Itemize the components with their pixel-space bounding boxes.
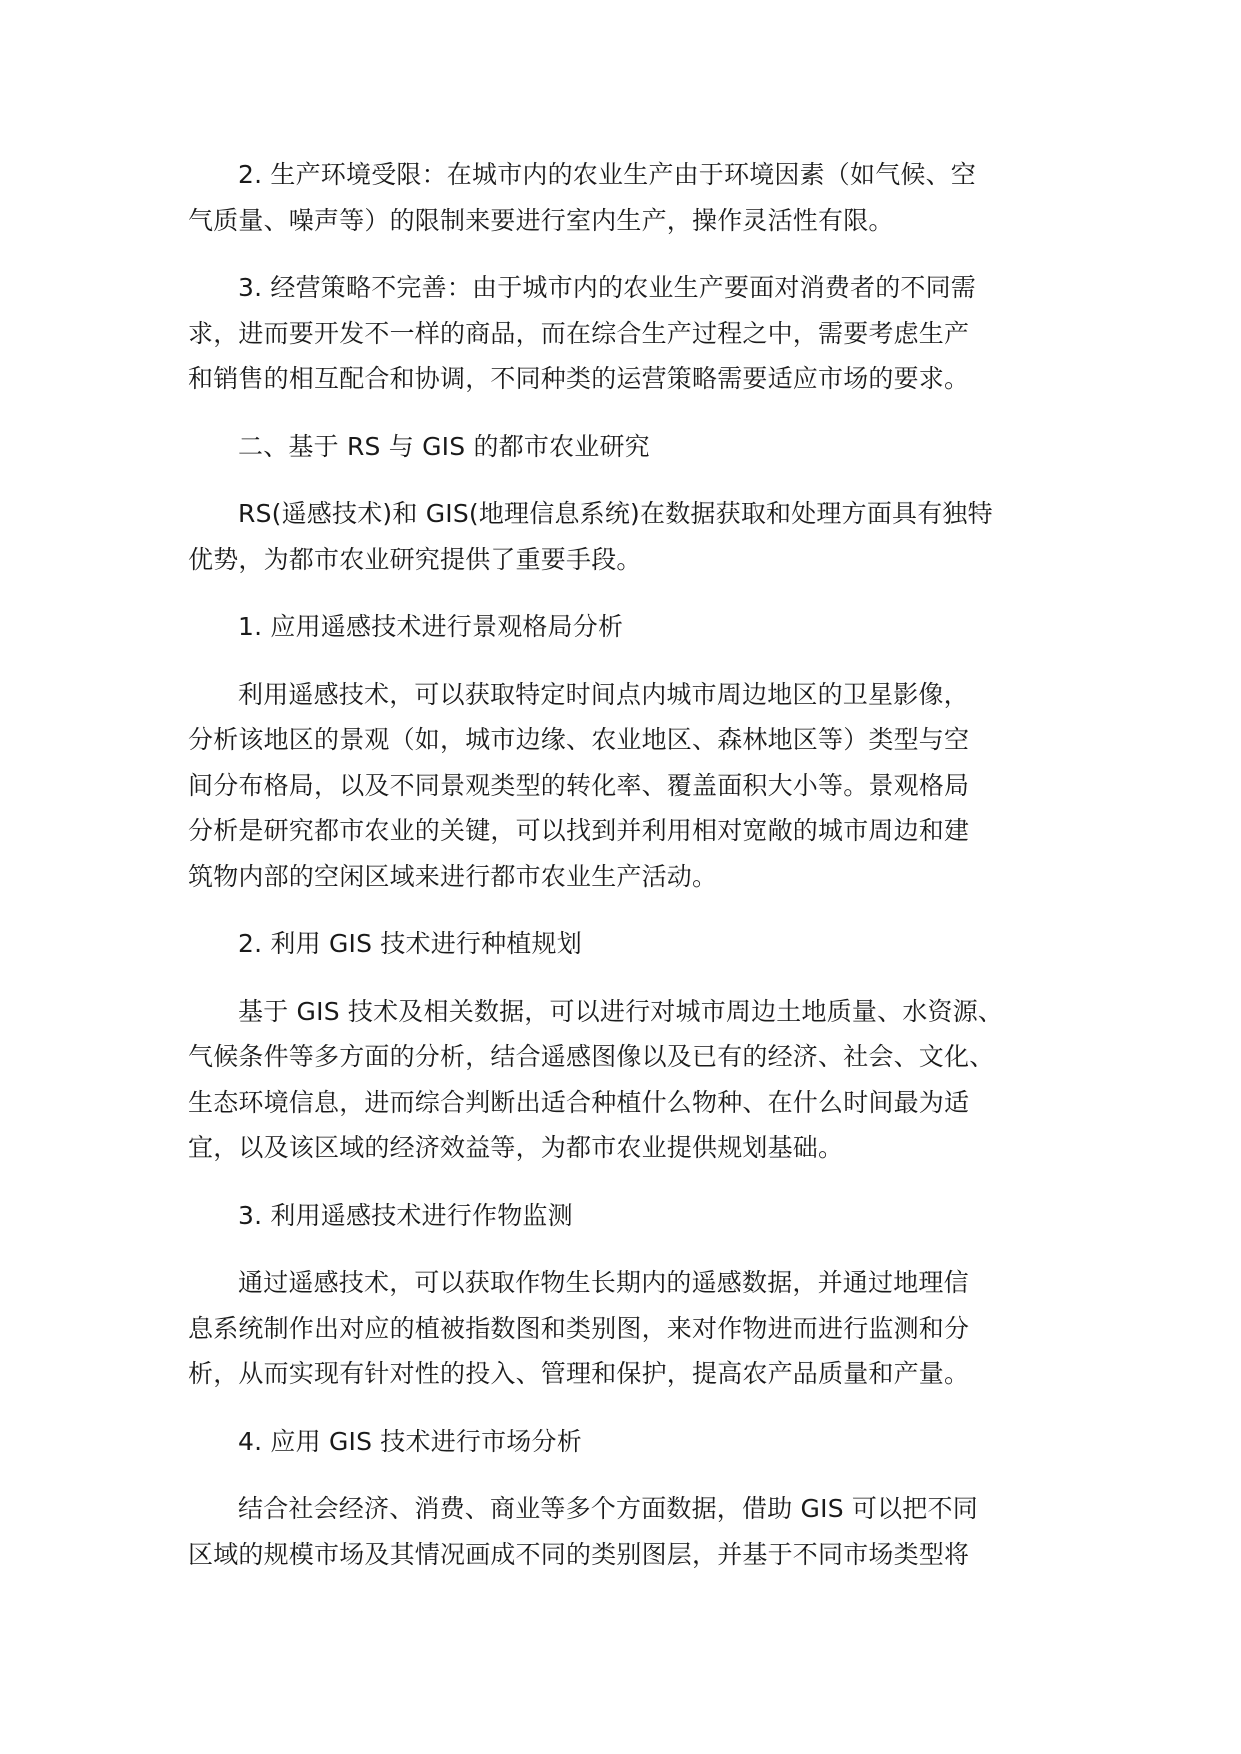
section-heading-rs-gis <box>188 424 1068 470</box>
text-line: 2. 利用 GIS 技术进行种植规划 <box>238 929 582 958</box>
text-line: 和销售的相互配合和协调，不同种类的运营策略需要适应市场的要求。 <box>188 364 970 393</box>
paragraph-constraint-environment <box>188 152 1068 243</box>
text-line: 分析该地区的景观（如，城市边缘、农业地区、森林地区等）类型与空 <box>188 725 970 754</box>
subheading-landscape-analysis <box>188 604 1068 650</box>
subheading-crop-monitoring <box>188 1193 1068 1239</box>
text-line: 优势，为都市农业研究提供了重要手段。 <box>188 544 642 574</box>
text-line: 气质量、噪声等）的限制来要进行室内生产，操作灵活性有限。 <box>188 205 894 235</box>
text-line: RS(遥感技术)和 GIS(地理信息系统)在数据获取和处理方面具有独特 <box>238 499 993 528</box>
text-line: 宜，以及该区域的经济效益等，为都市农业提供规划基础。 <box>188 1133 844 1162</box>
text-line: 结合社会经济、消费、商业等多个方面数据，借助 GIS 可以把不同 <box>238 1494 978 1523</box>
text-line: 利用遥感技术，可以获取特定时间点内城市周边地区的卫星影像， <box>238 679 969 709</box>
paragraph-rs-gis-intro <box>188 491 1068 582</box>
text-line: 3. 利用遥感技术进行作物监测 <box>238 1200 573 1230</box>
text-line: 求，进而要开发不一样的商品，而在综合生产过程之中，需要考虑生产 <box>188 318 970 348</box>
paragraph-planting-planning <box>188 989 1068 1171</box>
text-line: 息系统制作出对应的植被指数图和类别图，来对作物进而进行监测和分 <box>188 1313 970 1343</box>
text-line: 2. 生产环境受限：在城市内的农业生产由于环境因素（如气候、空 <box>238 160 977 189</box>
subheading-planting-planning <box>188 921 1068 967</box>
text-line: 生态环境信息，进而综合判断出适合种植什么物种、在什么时间最为适 <box>188 1087 970 1117</box>
text-line: 间分布格局，以及不同景观类型的转化率、覆盖面积大小等。景观格局 <box>188 770 970 800</box>
text-line: 气候条件等多方面的分析，结合遥感图像以及已有的经济、社会、文化、 <box>188 1042 995 1071</box>
paragraph-crop-monitoring <box>188 1260 1068 1397</box>
text-line: 分析是研究都市农业的关键，可以找到并利用相对宽敞的城市周边和建 <box>188 816 970 845</box>
subheading-market-analysis <box>188 1419 1068 1465</box>
paragraph-market-analysis <box>188 1486 1068 1577</box>
text-line: 析，从而实现有针对性的投入、管理和保护，提高农产品质量和产量。 <box>188 1359 970 1388</box>
text-line: 4. 应用 GIS 技术进行市场分析 <box>238 1426 582 1456</box>
text-line: 基于 GIS 技术及相关数据，可以进行对城市周边土地质量、水资源、 <box>238 996 1004 1026</box>
text-line: 1. 应用遥感技术进行景观格局分析 <box>238 612 624 641</box>
paragraph-landscape-analysis <box>188 672 1068 900</box>
text-line: 通过遥感技术，可以获取作物生长期内的遥感数据，并通过地理信 <box>238 1268 969 1297</box>
text-line: 3. 经营策略不完善：由于城市内的农业生产要面对消费者的不同需 <box>238 273 977 302</box>
text-line: 区域的规模市场及其情况画成不同的类别图层，并基于不同市场类型将 <box>188 1539 970 1569</box>
text-line: 二、基于 RS 与 GIS 的都市农业研究 <box>238 431 650 461</box>
text-line: 筑物内部的空闲区域来进行都市农业生产活动。 <box>188 861 718 891</box>
paragraph-constraint-strategy <box>188 265 1068 402</box>
document-page <box>188 152 1068 1599</box>
